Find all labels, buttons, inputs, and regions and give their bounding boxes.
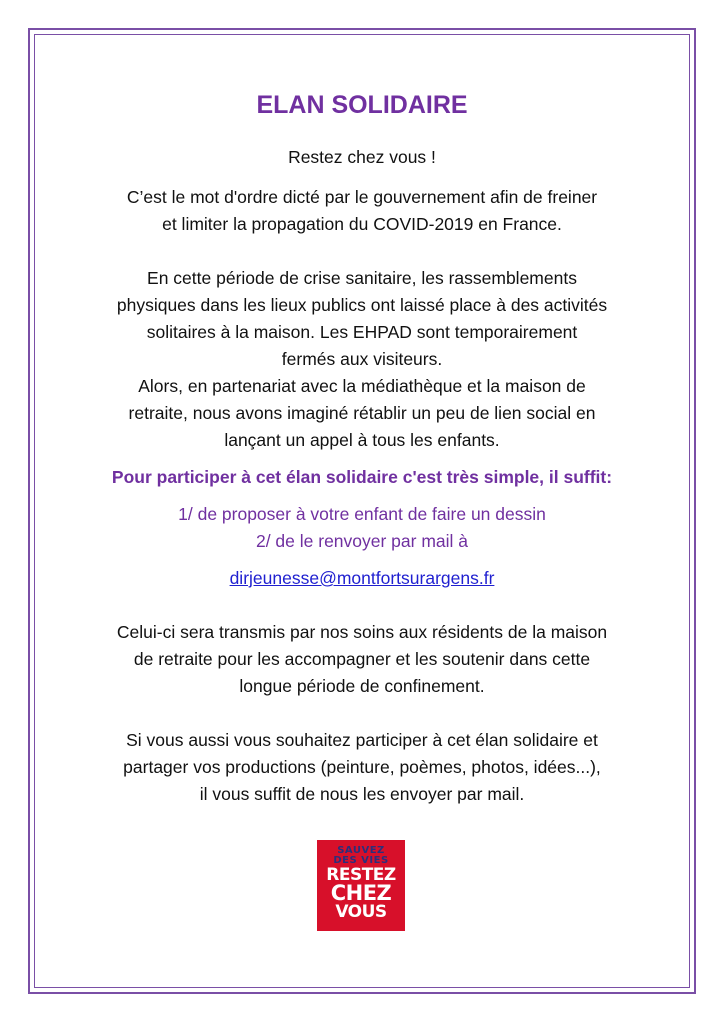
paragraph-partnership <box>60 373 664 454</box>
document-content <box>60 88 664 808</box>
step-item: 2/ de le renvoyer par mail à <box>255 531 469 551</box>
step-item: 1/ de proposer à votre enfant de faire un dessin <box>178 504 546 524</box>
paragraph-line: longue période de confinement. <box>239 676 485 696</box>
paragraph-line: C’est le mot d'ordre dicté par le gouvernement afin de freiner <box>126 187 598 207</box>
paragraph-line: En cette période de crise sanitaire, les rassemblements <box>147 268 577 288</box>
instruction-steps <box>60 501 664 555</box>
paragraph-line: physiques dans les lieux publics ont laissé place à des activités <box>116 295 608 315</box>
paragraph-context <box>60 265 664 373</box>
paragraph-line: de retraite pour les accompagner et les soutenir dans cette <box>133 649 591 669</box>
logo-line: CHEZ <box>330 881 392 905</box>
paragraph-intro <box>60 184 664 238</box>
paragraph-participation <box>60 727 664 808</box>
paragraph-line: retraite, nous avons imaginé rétablir un peu de lien social en <box>128 403 596 423</box>
email-link[interactable]: dirjeunesse@montfortsurargens.fr <box>229 568 495 588</box>
logo-line: SAUVEZ <box>337 845 385 856</box>
paragraph-line: il vous suffit de nous les envoyer par mail. <box>199 784 525 804</box>
paragraph-line: solitaires à la maison. Les EHPAD sont temporairement <box>146 322 578 342</box>
logo-line: DES VIES <box>333 855 389 866</box>
logo-line: VOUS <box>335 902 387 922</box>
stay-home-logo <box>317 840 405 931</box>
paragraph-line: lançant un appel à tous les enfants. <box>224 430 500 450</box>
paragraph-line: fermés aux visiteurs. <box>281 349 443 369</box>
page-title: ELAN SOLIDAIRE <box>256 91 468 119</box>
logo-line: RESTEZ <box>326 865 396 885</box>
paragraph-transmission <box>60 619 664 700</box>
paragraph-line: et limiter la propagation du COVID-2019 en France. <box>162 214 562 234</box>
subtitle: Restez chez vous ! <box>288 147 436 167</box>
paragraph-line: Alors, en partenariat avec la médiathèque et la maison de <box>138 376 586 396</box>
paragraph-line: partager vos productions (peinture, poèmes, photos, idées...), <box>123 757 601 777</box>
paragraph-line: Si vous aussi vous souhaitez participer à cet élan solidaire et <box>126 730 598 750</box>
call-to-action-heading: Pour participer à cet élan solidaire c'est très simple, il suffit: <box>111 467 613 487</box>
paragraph-line: Celui-ci sera transmis par nos soins aux résidents de la maison <box>116 622 608 642</box>
